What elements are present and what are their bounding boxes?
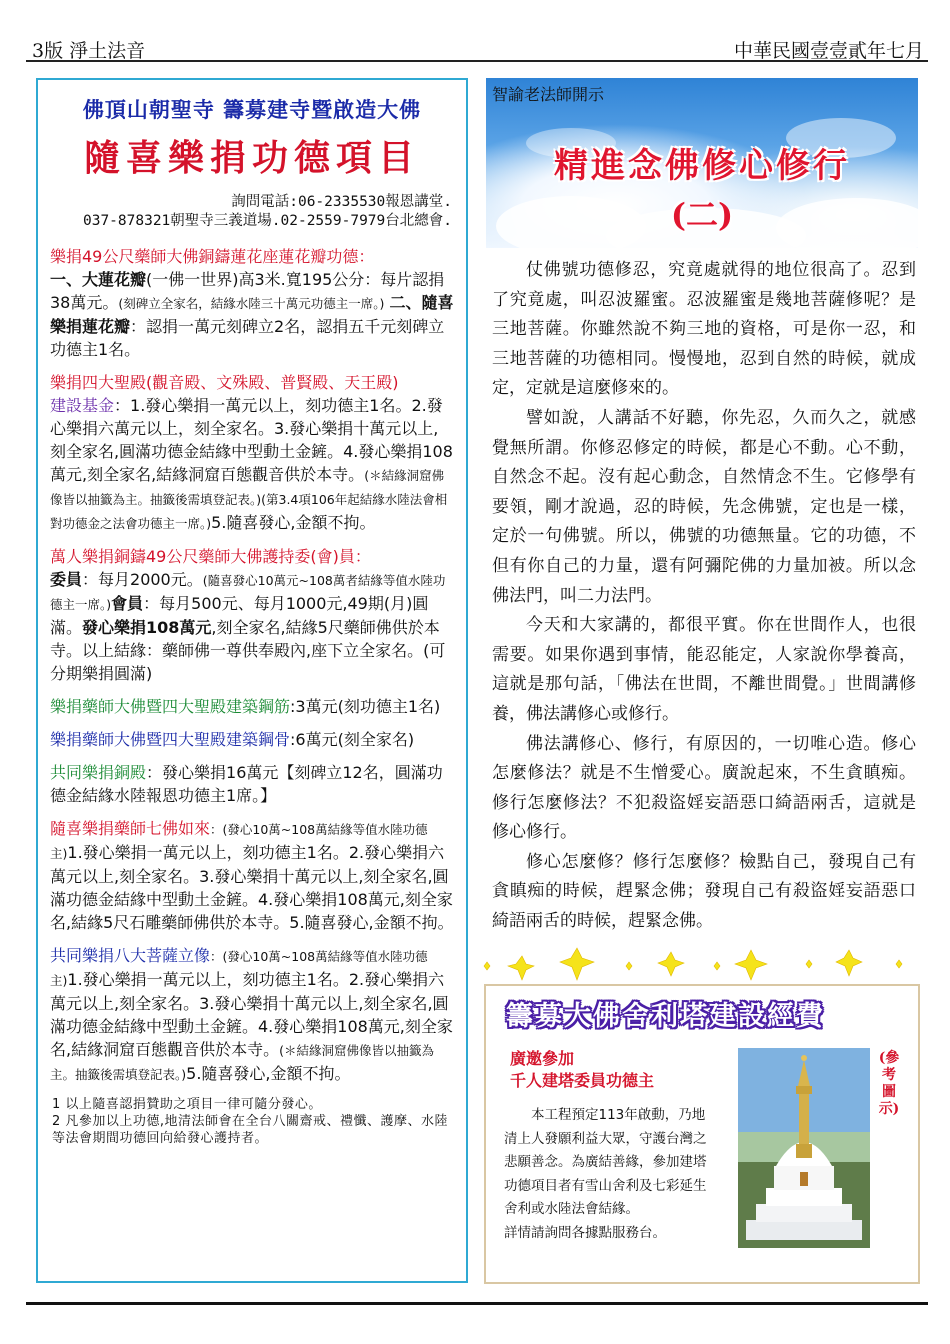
article-paragraph: 譬如說，人講話不好聽，你先忍，久而久之，就感覺無所謂。你修忍修定的時候，都是心不動。心不動，自然念不起。沒有起心動念，自然情念不生。它修學有要領，剛才說過，忍的時候，先念佛號，定也是一樣，定於一句佛號。所以，佛號的功德無量。它的功德，不但有你自己的力量，還有阿彌陀佛的力量加被。所以念佛法門，叫二力法門。 <box>492 407 916 606</box>
item-note: (刻碑立全家名，結緣水陸三十萬元功德主一席。) <box>118 296 385 311</box>
item-text: 5.隨喜發心,金額不拘。 <box>186 1064 351 1083</box>
stupa-fundraising-box <box>484 984 920 1284</box>
item-text: 1.發心樂捐一萬元以上，刻功德主1名。2.發心樂捐六萬元以上,刻全家名。3.發心樂捐十萬元以上,刻全家名,圓滿功德金結緣中型動土金鏟。4.發心樂捐108萬元,刻全家名,結緣洞窟百態觀音供於本寺。 <box>50 970 453 1059</box>
fundraising-paragraph: 詳情請詢問各據點服務台。 <box>504 1224 666 1241</box>
donation-item <box>50 944 454 1086</box>
fundraising-invite <box>510 1048 654 1092</box>
item-text: 5.隨喜發心,金額不拘。 <box>211 513 376 532</box>
page-edition: 3版 淨土法音 <box>32 40 146 62</box>
item-label: 二、隨喜樂捐蓮花瓣 <box>50 293 454 336</box>
footnotes <box>38 1086 466 1147</box>
footnote: 2 凡參加以上功德,地清法師會在全台八關齋戒、禮懺、護摩、水陸等法會期間功德回向給發心護持者。 <box>52 1114 449 1146</box>
item-text: ：1.發心樂捐一萬元以上，刻功德主1名。2.發心樂捐六萬元以上，刻全家名。3.發心樂捐十萬元以上,刻全家名,圓滿功德金結緣中型動土金鏟。4.發心樂捐108萬元,刻全家名,結緣洞窟百態觀音供於本寺。 <box>50 396 453 484</box>
donation-item <box>50 695 454 718</box>
article-body <box>492 256 916 937</box>
donation-item <box>50 545 454 685</box>
item-text: ,刻全家名,結緣5尺藥師佛供於本寺。以上結緣：藥師佛一尊供奉殿內,座下立全家名。(可分期樂捐圓滿) <box>50 618 446 683</box>
item-text: ：發心樂捐16萬元【刻碑立12名，圓滿功德金結緣水陸報恩功德主1席。】 <box>50 763 443 805</box>
donation-item <box>50 371 454 535</box>
donation-item <box>50 245 454 361</box>
item-heading: 萬人樂捐銅鑄49公尺藥師大佛護持委(會)員： <box>50 547 371 566</box>
donation-item <box>50 761 454 807</box>
item-label: 委員 <box>50 570 83 589</box>
article-byline: 智諭老法師開示 <box>492 85 605 104</box>
item-label: 會員 <box>111 594 144 613</box>
panel-heading: 隨喜樂捐功德項目 <box>83 137 420 179</box>
contact-info <box>38 193 466 231</box>
panel-title: 佛頂山朝聖寺 籌募建寺暨啟造大佛 <box>82 97 422 122</box>
item-text: (一佛一世界)高3米.寬195公分：每片認捐38萬元。 <box>50 270 445 312</box>
donation-item <box>50 728 454 751</box>
donation-panel <box>36 78 468 1283</box>
page-date: 中華民國壹壹貳年七月 <box>733 40 924 62</box>
donation-item <box>50 817 454 934</box>
item-text: :3萬元(刻功德主1名) <box>290 697 441 716</box>
item-text: ：每月2000元。 <box>82 570 203 589</box>
item-heading: 樂捐藥師大佛暨四大聖殿建築鋼骨 <box>50 730 291 749</box>
item-text: :6萬元(刻全家名) <box>290 730 415 749</box>
item-heading: 樂捐藥師大佛暨四大聖殿建築鋼筋 <box>50 697 291 716</box>
invite-line: 廣邀參加 <box>510 1049 575 1068</box>
item-heading: 樂捐49公尺藥師大佛銅鑄蓮花座蓮花瓣功德： <box>50 247 375 266</box>
item-text: ：每月500元、每月1000元,49期(月)圓滿。 <box>50 594 429 637</box>
item-note: (隨喜發心10萬元~108萬者結緣等值水陸功德主一席。) <box>50 573 446 612</box>
page-header <box>26 32 928 62</box>
article-title: 精進念佛修心修行 <box>554 146 850 186</box>
item-label: 發心樂捐108萬元 <box>82 618 212 637</box>
item-heading: 共同樂捐銅殿 <box>50 763 147 782</box>
item-note: (＊結緣洞窟佛像皆以抽籤為主。抽籤後需填登記表。) <box>50 1043 434 1082</box>
item-heading: 建設基金 <box>50 396 115 415</box>
item-note: (＊結緣洞窟佛像皆以抽籤為主。抽籤後需填登記表。)(第3.4項106年起結緣水陸法會相對功德金之法會功德主一席。) <box>50 468 448 531</box>
article-paragraph: 今天和大家講的，都很平實。你在世間作人，也很需要。如果你遇到事情，能忍能定，人家說你學養高，這就是那句話，「佛法在世間，不離世間覺。」世間講修養，佛法講修心或修行。 <box>492 615 916 724</box>
contact-line: 037-878321朝聖寺三義道場.02-2559-7979台北總會. <box>82 213 452 229</box>
article-paragraph: 仗佛號功德修忍，究竟處就得的地位很高了。忍到了究竟處，叫忍波羅蜜。忍波羅蜜是幾地菩薩修呢？是三地菩薩。你雖然說不夠三地的資格，可是你一忍，和三地菩薩的功德相同。慢慢地，忍到自然的時候，就成定，定就是這麼修來的。 <box>492 260 916 399</box>
footnote: 1 以上隨喜認捐贊助之項目一律可隨分發心。 <box>52 1097 322 1112</box>
invite-line: 千人建塔委員功德主 <box>510 1071 655 1090</box>
item-text: 1.發心樂捐一萬元以上，刻功德主1名。2.發心樂捐六萬元以上,刻全家名。3.發心樂捐十萬元以上,刻全家名,圓滿功德金結緣中型動土金鏟。4.發心樂捐108萬元,刻全家名,結緣5尺石雕藥師佛供於本寺。5.隨喜發心,金額不拘。 <box>50 843 454 932</box>
item-text: ：認捐一萬元刻碑立2名，認捐五千元刻碑立功德主1名。 <box>50 317 445 359</box>
reference-illustration-label: (參考圖示) <box>878 1050 900 1117</box>
item-heading: 隨喜樂捐藥師七佛如來 <box>50 819 211 838</box>
contact-line: 詢問電話:06-2335530報恩講堂. <box>231 194 452 210</box>
stupa-icon <box>738 1048 870 1248</box>
fundraising-paragraph: 本工程預定113年啟動，乃地清上人發願利益大眾，守護台灣之悲願善念。為廣結善緣，參加建塔功德項目者有雪山舍利及七彩延生舍利或水陸法會結緣。 <box>504 1107 707 1217</box>
article-banner <box>486 78 918 248</box>
fundraising-text <box>504 1104 716 1245</box>
fundraising-title: 籌募大佛舍利塔建設經費 <box>506 1001 825 1032</box>
item-heading: 樂捐四大聖殿(觀音殿、文殊殿、普賢殿、天王殿) <box>50 373 399 392</box>
item-label: 一、大蓮花瓣 <box>50 270 147 289</box>
stupa-image <box>738 1048 870 1248</box>
article-paragraph: 佛法講修心、修行，有原因的，一切唯心造。修心怎麼修法？就是不生憎愛心。廣說起來，不生貪瞋痴。修行怎麼修法？不犯殺盜婬妄語惡口綺語兩舌，這就是修心修行。 <box>492 733 916 843</box>
article-paragraph: 修心怎麼修？修行怎麼修？檢點自己，發現自己有貪瞋痴的時候，趕緊念佛；發現自己有殺盜婬妄語惡口綺語兩舌的時候，趕緊念佛。 <box>492 851 916 932</box>
donation-items <box>38 231 466 1086</box>
item-note: ：(發心10萬~108萬結緣等值水陸功德主) <box>50 822 428 861</box>
item-heading: 共同樂捐八大菩薩立像 <box>50 946 211 965</box>
item-note: ：(發心10萬~108萬結緣等值水陸功德主) <box>50 949 428 988</box>
article-subtitle: (二) <box>670 196 734 234</box>
page-footer-rule <box>26 1302 928 1305</box>
